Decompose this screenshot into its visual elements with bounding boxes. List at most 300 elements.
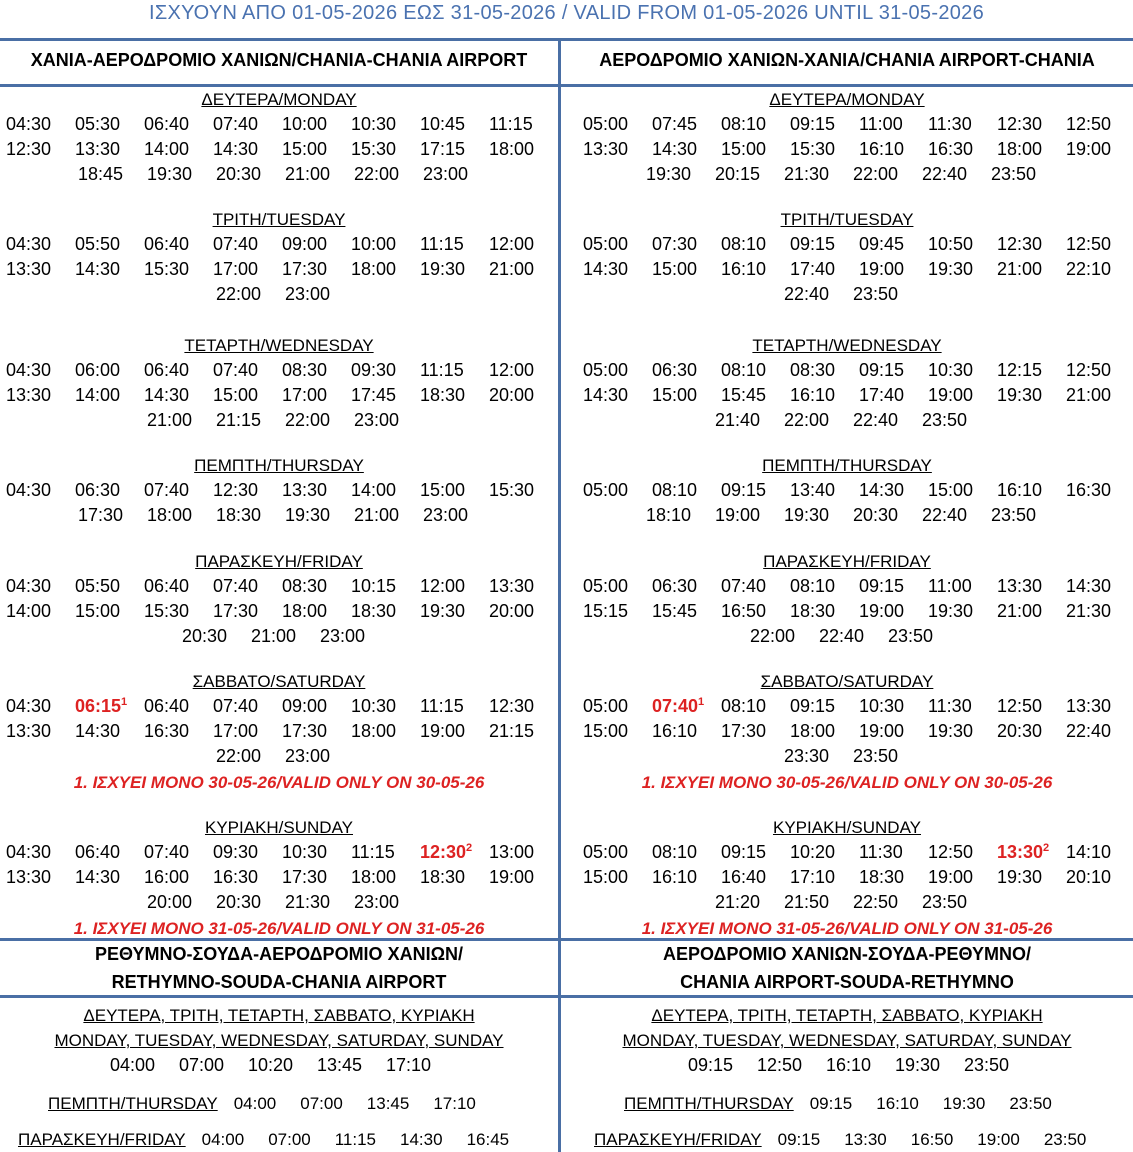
departure-time: 08:30 [282,360,328,380]
rule-under-header [0,84,1133,87]
departure-time: 17:30 [282,867,328,887]
departure-time: 13:30 [6,867,52,887]
departure-time: 13:30 [6,259,52,279]
br-header-2: CHANIA AIRPORT-SOUDA-RETHYMNO [680,972,1014,992]
time-row [6,360,558,381]
departure-time: 09:15 [859,576,905,596]
departure-time: 14:30 [859,480,905,500]
day-label: ΣΑΒΒΑΤΟ/SATURDAY [760,672,934,691]
day-label: ΠΕΜΠΤΗ/THURSDAY [762,456,932,475]
day-label: ΠΑΡΑΣΚΕΥΗ/FRIDAY [594,1130,762,1149]
departure-time: 21:00 [1066,385,1112,405]
departure-time: 04:30 [6,360,52,380]
departure-time: 15:45 [721,385,767,405]
departure-time: 05:00 [583,234,629,254]
day-label: ΠΕΜΠΤΗ/THURSDAY [194,456,364,475]
departure-time: 18:00 [351,867,397,887]
departure-time: 20:15 [715,164,761,184]
departure-time: 04:30 [6,696,52,716]
br-friday-row [594,1130,1110,1150]
departure-time: 17:40 [790,259,836,279]
departure-time: 14:30 [583,385,629,405]
time-row [583,696,1133,717]
departure-time: 09:15 [688,1055,734,1075]
time-row [715,892,991,913]
departure-time: 21:15 [489,721,535,741]
departure-time: 06:40 [144,360,190,380]
departure-time: 09:15 [790,696,836,716]
departure-time: 16:10 [826,1055,872,1075]
departure-time: 11:15 [420,234,464,254]
departure-time: 10:30 [928,360,974,380]
departure-time: 23:50 [991,505,1037,525]
validity-note: 1. ΙΣΧΥΕΙ ΜΟΝΟ 31-05-26/VALID ONLY ON 31-05-26 [641,919,1053,938]
departure-time: 23:00 [423,505,469,525]
departure-time: 09:00 [282,234,328,254]
departure-time: 19:30 [420,259,466,279]
departure-time: 18:00 [997,139,1043,159]
departure-time: 12:00 [489,360,535,380]
departure-time: 04:30 [6,842,52,862]
departure-time: 17:40 [859,385,905,405]
departure-time: 21:30 [285,892,331,912]
time-row [6,867,558,888]
departure-time: 08:10 [721,360,767,380]
departure-time: 12:15 [997,360,1043,380]
departure-time: 07:45 [652,114,698,134]
departure-time: 16:10 [721,259,767,279]
departure-time: 16:10 [790,385,836,405]
departure-time: 08:30 [790,360,836,380]
departure-time: 18:10 [646,505,692,525]
departure-time: 10:15 [351,576,397,596]
departure-time: 22:00 [285,410,331,430]
left-route-header: ΧΑΝΙΑ-ΑΕΡΟΔΡΟΜΙΟ ΧΑΝΙΩΝ/CHANIA-CHANIA AIRPORT [30,50,528,70]
time-row [583,480,1133,501]
departure-time: 08:10 [721,114,767,134]
departure-time: $13:30^2$ [997,842,1050,862]
day-label: ΠΑΡΑΣΚΕΥΗ/FRIDAY [18,1130,186,1149]
time-row [583,601,1133,622]
departure-time: 18:00 [351,721,397,741]
departure-time: 22:00 [216,746,262,766]
departure-time: 23:00 [285,746,331,766]
departure-time: 19:00 [928,867,974,887]
departure-time: 18:30 [420,385,466,405]
departure-time: 13:30 [75,139,121,159]
departure-time: 05:50 [75,234,121,254]
departure-time: 13:30 [1066,696,1112,716]
departure-time: 14:30 [400,1130,443,1149]
departure-time: 22:50 [853,892,899,912]
time-row [583,576,1133,597]
bl-days-english: MONDAY, TUESDAY, WEDNESDAY, SATURDAY, SUNDAY [54,1031,504,1050]
departure-time: 21:40 [715,410,761,430]
rule-top [0,38,1133,41]
departure-time: 18:30 [351,601,397,621]
departure-time: 09:45 [859,234,905,254]
departure-time: 11:15 [420,360,464,380]
departure-time: 12:50 [1066,114,1112,134]
departure-time: 12:50 [997,696,1043,716]
departure-time: 14:00 [351,480,397,500]
departure-time: 15:00 [583,721,629,741]
departure-time: 21:20 [715,892,761,912]
departure-time: 11:00 [859,114,903,134]
departure-time: 16:30 [1066,480,1112,500]
departure-time: 17:00 [213,259,259,279]
departure-time: 07:40 [144,480,190,500]
departure-time: 17:30 [282,259,328,279]
departure-time: 04:00 [201,1130,245,1149]
departure-time: 23:50 [922,410,968,430]
time-row [147,410,423,431]
departure-time: 07:40 [213,360,259,380]
departure-time: 23:00 [285,284,331,304]
departure-time: 13:30 [282,480,328,500]
time-row [6,576,558,597]
departure-time: 15:00 [583,867,629,887]
time-row [6,696,558,717]
departure-time: 16:30 [213,867,259,887]
time-row [715,410,991,431]
departure-time: 19:00 [420,721,466,741]
departure-time: 21:00 [251,626,297,646]
departure-time: 12:30 [997,234,1043,254]
day-label: ΠΑΡΑΣΚΕΥΗ/FRIDAY [195,552,363,571]
day-label: ΠΑΡΑΣΚΕΥΗ/FRIDAY [763,552,931,571]
day-label: ΔΕΥΤΕΡΑ/MONDAY [201,90,357,109]
br-thursday-row [624,1094,1076,1114]
departure-time: 19:30 [928,259,974,279]
departure-time: 09:30 [213,842,259,862]
day-label: ΚΥΡΙΑΚΗ/SUNDAY [204,818,353,837]
departure-time: 11:15 [489,114,533,134]
departure-time: 22:00 [354,164,400,184]
departure-time: 21:00 [147,410,193,430]
bl-thursday-row [48,1094,500,1114]
departure-time: 05:00 [583,114,629,134]
departure-time: 16:30 [928,139,974,159]
departure-time: 10:30 [351,114,397,134]
departure-time: 05:50 [75,576,121,596]
departure-time: 13:30 [583,139,629,159]
departure-time: 14:30 [75,867,121,887]
departure-time: $12:30^2$ [420,842,473,862]
departure-time: 15:30 [144,601,190,621]
departure-time: 15:00 [213,385,259,405]
departure-time: 15:00 [652,385,698,405]
departure-time: 23:30 [784,746,830,766]
day-label: ΤΕΤΑΡΤΗ/WEDNESDAY [184,336,374,355]
departure-time: 18:00 [351,259,397,279]
validity-note: 1. ΙΣΧΥΕΙ ΜΟΝΟ 30-05-26/VALID ONLY ON 30-05-26 [641,773,1053,792]
departure-time: 11:00 [928,576,972,596]
departure-time: 15:00 [282,139,328,159]
departure-time: 23:50 [853,746,899,766]
departure-time: 04:30 [6,480,52,500]
br-days-greek: ΔΕΥΤΕΡΑ, ΤΡΙΤΗ, ΤΕΤΑΡΤΗ, ΣΑΒΒΑΤΟ, ΚΥΡΙΑΚΗ [651,1006,1043,1025]
departure-time: 14:00 [144,139,190,159]
day-label: ΤΡΙΤΗ/TUESDAY [780,210,914,229]
departure-time: 10:50 [928,234,974,254]
departure-time: 19:30 [285,505,331,525]
departure-time: 11:30 [928,114,972,134]
departure-time: 10:45 [420,114,466,134]
departure-time: 23:50 [888,626,934,646]
departure-time: 19:00 [489,867,535,887]
time-row [147,892,423,913]
departure-time: 18:30 [790,601,836,621]
departure-time: 19:00 [977,1130,1020,1149]
departure-time: 21:15 [216,410,262,430]
bl-days-greek: ΔΕΥΤΕΡΑ, ΤΡΙΤΗ, ΤΕΤΑΡΤΗ, ΣΑΒΒΑΤΟ, ΚΥΡΙΑΚΗ [83,1006,475,1025]
departure-time: 17:30 [213,601,259,621]
departure-time: 19:30 [928,601,974,621]
time-row [216,284,354,305]
day-label: ΠΕΜΠΤΗ/THURSDAY [48,1094,218,1113]
departure-time: 21:00 [285,164,331,184]
time-row [6,259,558,280]
departure-time: 10:30 [351,696,397,716]
departure-time: 19:00 [859,601,905,621]
departure-time: 23:00 [320,626,366,646]
time-row [750,626,957,647]
departure-time: $07:40^1$ [652,696,705,716]
departure-time: 15:30 [144,259,190,279]
time-row [6,385,558,406]
time-row [583,721,1133,742]
departure-time: 22:00 [216,284,262,304]
time-row [78,505,492,526]
validity-note: 1. ΙΣΧΥΕΙ ΜΟΝΟ 30-05-26/VALID ONLY ON 30-05-26 [73,773,485,792]
departure-time: 07:40 [213,576,259,596]
departure-time: 16:10 [652,867,698,887]
departure-time: 05:00 [583,480,629,500]
departure-time: 05:00 [583,842,629,862]
departure-time: $06:15^1$ [75,696,128,716]
departure-time: 12:00 [420,576,466,596]
departure-time: 17:30 [721,721,767,741]
departure-time: 23:50 [1009,1094,1052,1113]
departure-time: 07:40 [144,842,190,862]
time-row [6,721,558,742]
departure-time: 12:30 [213,480,259,500]
departure-time: 19:30 [997,867,1043,887]
departure-time: 14:30 [583,259,629,279]
departure-time: 22:40 [922,505,968,525]
departure-time: 04:00 [110,1055,156,1075]
departure-time: 14:00 [75,385,121,405]
departure-time: 10:20 [790,842,836,862]
departure-time: 19:00 [1066,139,1112,159]
time-row [646,505,1060,526]
departure-time: 21:00 [489,259,535,279]
time-row [583,867,1133,888]
time-row [583,114,1133,135]
departure-time: 13:40 [790,480,836,500]
departure-time: 07:00 [179,1055,225,1075]
departure-time: 08:30 [282,576,328,596]
departure-time: 18:00 [282,601,328,621]
departure-time: 19:30 [942,1094,986,1113]
departure-time: 17:30 [78,505,124,525]
departure-time: 13:00 [489,842,535,862]
departure-time: 14:30 [652,139,698,159]
time-row [6,139,558,160]
departure-time: 12:50 [1066,360,1112,380]
departure-time: 15:30 [351,139,397,159]
bl-friday-row [18,1130,533,1150]
time-row [583,385,1133,406]
departure-time: 05:00 [583,360,629,380]
departure-time: 22:40 [1066,721,1112,741]
departure-time: 19:30 [928,721,974,741]
right-route-header: ΑΕΡΟΔΡΟΜΙΟ ΧΑΝΙΩΝ-ΧΑΝΙΑ/CHANIA AIRPORT-CHANIA [599,50,1095,70]
departure-time: 06:30 [652,576,698,596]
departure-time: 18:00 [790,721,836,741]
departure-time: 19:00 [715,505,761,525]
day-label: ΤΕΤΑΡΤΗ/WEDNESDAY [752,336,942,355]
day-label: ΠΕΜΠΤΗ/THURSDAY [624,1094,794,1113]
departure-time: 12:50 [1066,234,1112,254]
rule-under-bottom-header [0,995,1133,998]
time-row [583,360,1133,381]
departure-time: 17:10 [790,867,836,887]
departure-time: 22:40 [784,284,830,304]
day-label: ΤΡΙΤΗ/TUESDAY [212,210,346,229]
departure-time: 07:40 [213,234,259,254]
departure-time: 19:30 [646,164,692,184]
departure-time: 17:45 [351,385,397,405]
departure-time: 09:15 [721,842,767,862]
departure-time: 15:00 [652,259,698,279]
departure-time: 06:40 [144,576,190,596]
departure-time: 13:30 [844,1130,887,1149]
day-label: ΚΥΡΙΑΚΗ/SUNDAY [772,818,921,837]
departure-time: 20:30 [997,721,1043,741]
departure-time: 19:30 [147,164,193,184]
departure-time: 17:10 [386,1055,432,1075]
departure-time: 09:15 [790,114,836,134]
departure-time: 09:15 [790,234,836,254]
departure-time: 04:30 [6,234,52,254]
departure-time: 11:15 [351,842,395,862]
departure-time: 11:15 [334,1130,377,1149]
departure-time: 18:30 [216,505,262,525]
departure-time: 14:10 [1066,842,1112,862]
time-row [6,480,558,501]
departure-time: 07:40 [213,114,259,134]
departure-time: 09:15 [809,1094,853,1113]
departure-time: 22:40 [922,164,968,184]
departure-time: 06:40 [144,696,190,716]
departure-time: 21:30 [784,164,830,184]
departure-time: 16:30 [144,721,190,741]
departure-time: 16:10 [859,139,905,159]
time-row [784,746,922,767]
departure-time: 12:30 [489,696,535,716]
departure-time: 08:10 [652,842,698,862]
departure-time: 11:15 [420,696,464,716]
departure-time: 15:00 [721,139,767,159]
departure-time: 16:00 [144,867,190,887]
departure-time: 19:30 [997,385,1043,405]
time-row [6,601,558,622]
departure-time: 11:30 [859,842,903,862]
departure-time: 14:30 [213,139,259,159]
departure-time: 08:10 [652,480,698,500]
departure-time: 15:00 [420,480,466,500]
departure-time: 15:00 [928,480,974,500]
departure-time: 19:00 [859,259,905,279]
departure-time: 12:50 [757,1055,803,1075]
time-row [583,139,1133,160]
departure-time: 20:30 [216,164,262,184]
departure-time: 21:50 [784,892,830,912]
departure-time: 16:45 [466,1130,510,1149]
bl-header-1: ΡΕΘΥΜΝΟ-ΣΟΥΔΑ-ΑΕΡΟΔΡΟΜΙΟ ΧΑΝΙΩΝ/ [94,944,463,964]
departure-time: 16:40 [721,867,767,887]
departure-time: 20:10 [1066,867,1112,887]
departure-time: 05:00 [583,696,629,716]
departure-time: 18:30 [420,867,466,887]
departure-time: 07:40 [721,576,767,596]
time-row [6,114,558,135]
departure-time: 23:00 [354,410,400,430]
departure-time: 16:50 [910,1130,954,1149]
departure-time: 13:30 [997,576,1043,596]
departure-time: 12:00 [489,234,535,254]
departure-time: 21:30 [1066,601,1112,621]
time-row [784,284,922,305]
departure-time: 20:00 [489,385,535,405]
departure-time: 23:50 [1043,1130,1087,1149]
departure-time: 20:30 [182,626,228,646]
departure-time: 15:30 [489,480,535,500]
departure-time: 19:30 [420,601,466,621]
departure-time: 09:15 [859,360,905,380]
departure-time: 20:30 [216,892,262,912]
departure-time: 07:40 [213,696,259,716]
departure-time: 20:30 [853,505,899,525]
br-days-english: MONDAY, TUESDAY, WEDNESDAY, SATURDAY, SUNDAY [622,1031,1072,1050]
departure-time: 23:50 [991,164,1037,184]
departure-time: 05:30 [75,114,121,134]
departure-time: 18:00 [147,505,193,525]
time-row [78,164,492,185]
departure-time: 06:40 [144,234,190,254]
departure-time: 16:10 [997,480,1043,500]
departure-time: 17:30 [282,721,328,741]
departure-time: 09:30 [351,360,397,380]
departure-time: 04:30 [6,576,52,596]
br-times-row [688,1055,1033,1076]
validity-note: 1. ΙΣΧΥΕΙ ΜΟΝΟ 31-05-26/VALID ONLY ON 31-05-26 [73,919,485,938]
departure-time: 14:30 [1066,576,1112,596]
departure-time: 06:40 [144,114,190,134]
departure-time: 14:30 [75,721,121,741]
departure-time: 21:00 [997,601,1043,621]
departure-time: 23:50 [964,1055,1010,1075]
departure-time: 07:00 [268,1130,311,1149]
bl-header-2: RETHYMNO-SOUDA-CHANIA AIRPORT [111,972,447,992]
departure-time: 16:50 [721,601,767,621]
departure-time: 17:00 [282,385,328,405]
validity-banner: ΙΣΧΥΟΥΝ ΑΠΟ 01-05-2026 ΕΩΣ 31-05-2026 / VALID FROM 01-05-2026 UNTIL 31-05-2026 [148,2,985,24]
time-row [583,259,1133,280]
departure-time: 22:00 [784,410,830,430]
